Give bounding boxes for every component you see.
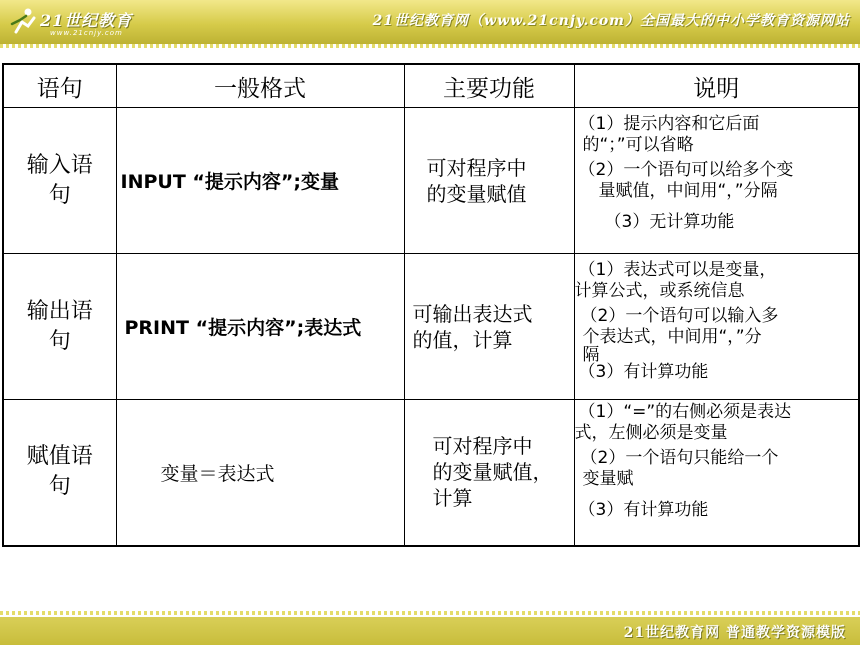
note-line: （1）表达式可以是变量， (578, 260, 777, 280)
note-line: 变量赋 (582, 469, 634, 489)
statement-name-cell (3, 108, 116, 254)
notes-cell (574, 108, 859, 254)
note-line: 个表达式，中间用“，”分 (582, 327, 762, 347)
note-line: （3）无计算功能 (604, 212, 735, 232)
footer-text: 21世纪教育网 普通教学资源模版 (623, 625, 846, 641)
function-line: 可对程序中 (426, 155, 527, 180)
format-text: “提示内容”;表达式 (189, 317, 362, 339)
format-text: “提示内容”;变量 (185, 171, 339, 193)
statement-name-line: 输出语 (26, 298, 93, 324)
note-line: （2）一个语句可以输入多 (580, 306, 779, 326)
note-line: 的“；”可以省略 (582, 135, 694, 155)
header-slogan: 21世纪教育网（www.21cnjy.com）全国最大的中小学教育资源网站 (372, 13, 850, 29)
function-line: 的变量赋值， (432, 460, 553, 485)
note-line: （2）一个语句可以给多个变 (578, 160, 794, 180)
note-line: （1）“=”的右侧必须是表达 (578, 402, 792, 422)
table-row (3, 108, 859, 254)
note-line: （3）有计算功能 (578, 362, 709, 382)
note-line: 隔 (582, 345, 600, 365)
site-logo[interactable] (6, 2, 146, 42)
statement-name-cell (3, 254, 116, 400)
logo-text: 21世纪教育 (40, 11, 133, 30)
note-line: （3）有计算功能 (578, 500, 709, 520)
footer-divider (0, 611, 860, 615)
statement-table (2, 63, 860, 547)
table-row (3, 400, 859, 546)
statement-name-line: 句 (48, 328, 71, 354)
format-cell (116, 254, 404, 400)
note-line: 量赋值，中间用“，”分隔 (598, 181, 778, 201)
table-header-row (3, 64, 859, 108)
format-cell (116, 108, 404, 254)
function-line: 可输出表达式 (412, 301, 533, 326)
header-divider (0, 44, 860, 48)
header-format: 一般格式 (116, 64, 404, 108)
header-statement: 语句 (3, 64, 116, 108)
function-line: 的变量赋值 (426, 181, 527, 206)
footer-banner (0, 617, 860, 645)
format-keyword: PRINT (124, 317, 189, 339)
notes-cell (574, 400, 859, 546)
statement-name-line: 输入语 (26, 152, 93, 178)
function-cell (404, 254, 574, 400)
statement-name-line: 赋值语 (26, 444, 93, 470)
function-line: 计算 (432, 486, 473, 511)
statement-name-line: 句 (48, 474, 71, 500)
logo-url: www.21cnjy.com (50, 29, 123, 37)
note-line: （2）一个语句只能给一个 (580, 448, 779, 468)
function-cell (404, 108, 574, 254)
header-function: 主要功能 (404, 64, 574, 108)
note-line: 式，左侧必须是变量 (574, 423, 728, 443)
function-cell (404, 400, 574, 546)
note-line: （1）提示内容和它后面 (578, 114, 760, 134)
note-line: 计算公式，或系统信息 (574, 281, 745, 301)
header-notes: 说明 (574, 64, 859, 108)
notes-cell (574, 254, 859, 400)
statement-name-line: 句 (48, 182, 71, 208)
statement-name-cell (3, 400, 116, 546)
format-text: 变量＝表达式 (160, 462, 275, 485)
format-cell (116, 400, 404, 546)
header-banner (0, 0, 860, 44)
runner-logo-icon (8, 6, 38, 36)
format-keyword: INPUT (120, 171, 186, 193)
table-row (3, 254, 859, 400)
function-line: 的值，计算 (412, 327, 513, 352)
function-line: 可对程序中 (432, 434, 533, 459)
